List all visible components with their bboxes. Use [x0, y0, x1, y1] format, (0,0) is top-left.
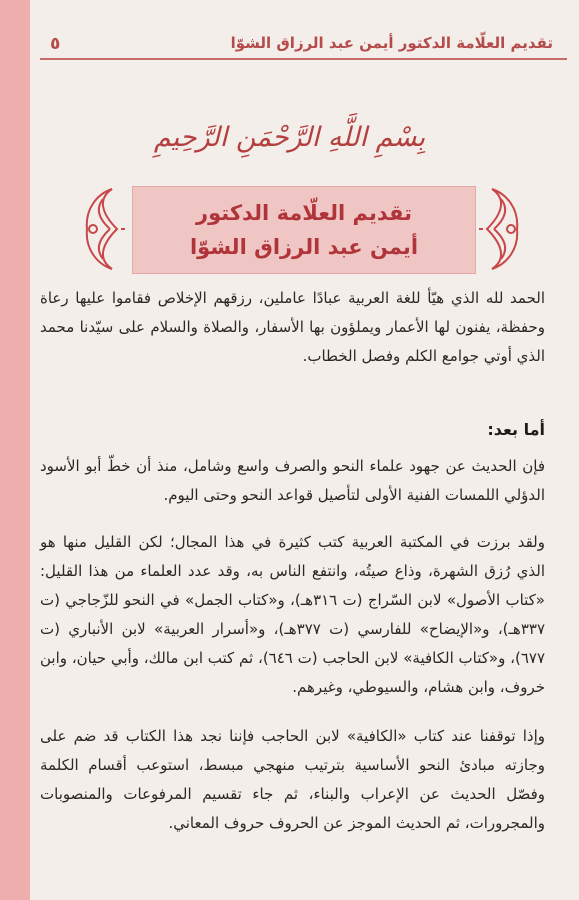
title-line-1: تقديم العلّامة الدكتور — [196, 201, 412, 225]
page-number: ٥ — [50, 34, 61, 54]
right-arabesque-ornament-icon — [477, 184, 527, 274]
paragraph-text: وإذا توقفنا عند كتاب «الكافية» لابن الحاجب فإننا نجد هذا الكتاب قد ضم على وجازته مبادئ النحو الأساسية بترتيب منهجي مبسط، استوعب أقسام الكلمة وفصّل الحديث عن الإعراب والبناء، ثم جاء تقسيم المرفوعات والمنصوبات والمجرورات، ثم الحديث الموجز عن الحروف حروف المعاني. — [40, 727, 545, 832]
paragraph-text: الحمد لله الذي هيّأ للغة العربية عبادًا عاملين، رزقهم الإخلاص فقاموا عليها رعاة وحفظة، يفنون لها الأعمار ويملؤون بها الأسفار، والصلاة والسلام على سيّدنا محمد الذي أوتي جوامع الكلم وفصل الخطاب. — [40, 289, 545, 365]
page-header — [40, 28, 561, 54]
title-line-2: أيمن عبد الرزاق الشوّا — [189, 235, 419, 259]
running-title: تقديم العلّامة الدكتور أيمن عبد الرزاق الشوّا — [230, 34, 553, 52]
title-box — [132, 186, 476, 274]
paragraph-text: فإن الحديث عن جهود علماء النحو والصرف واسع وشامل، منذ أن خطّ أبو الأسود الدؤلي اللمسات الفنية الأولى لتأصيل قواعد النحو وحتى اليوم. — [40, 457, 545, 504]
header-rule — [40, 58, 567, 60]
amma-baad-heading: أما بعد: — [487, 420, 545, 439]
paragraph-grammar-efforts — [40, 452, 545, 510]
basmala-calligraphy: بِسْمِ اللَّهِ الرَّحْمَنِ الرَّحِيمِ — [153, 122, 426, 153]
paragraph-intro — [40, 284, 545, 371]
paragraph-famous-books — [40, 528, 545, 702]
paragraph-text: ولقد برزت في المكتبة العربية كتب كثيرة في هذا المجال؛ لكن القليل منها هو الذي رُزق الشهرة، وذاع صيتُه، وانتفع الناس به، وقد عدد العلماء من هذا القليل: «كتاب الأصول» لابن السّراج (ت ٣١٦هـ)، و«كتاب الجمل» في النحو للزّجاجي (ت ٣٣٧هـ)، و«الإيضاح» للفارسي (ت ٣٧٧هـ)، و«أسرار العربية» لابن الأنباري (ت ٦٧٧)، و«كتاب الكافية» لابن الحاجب (ت ٦٤٦)، ثم كتب ابن مالك، وأبي حيان، وابن خروف، وابن هشام، والسيوطي، وغيرهم. — [40, 533, 546, 696]
paragraph-kafiya — [40, 722, 545, 838]
left-arabesque-ornament-icon — [77, 184, 127, 274]
